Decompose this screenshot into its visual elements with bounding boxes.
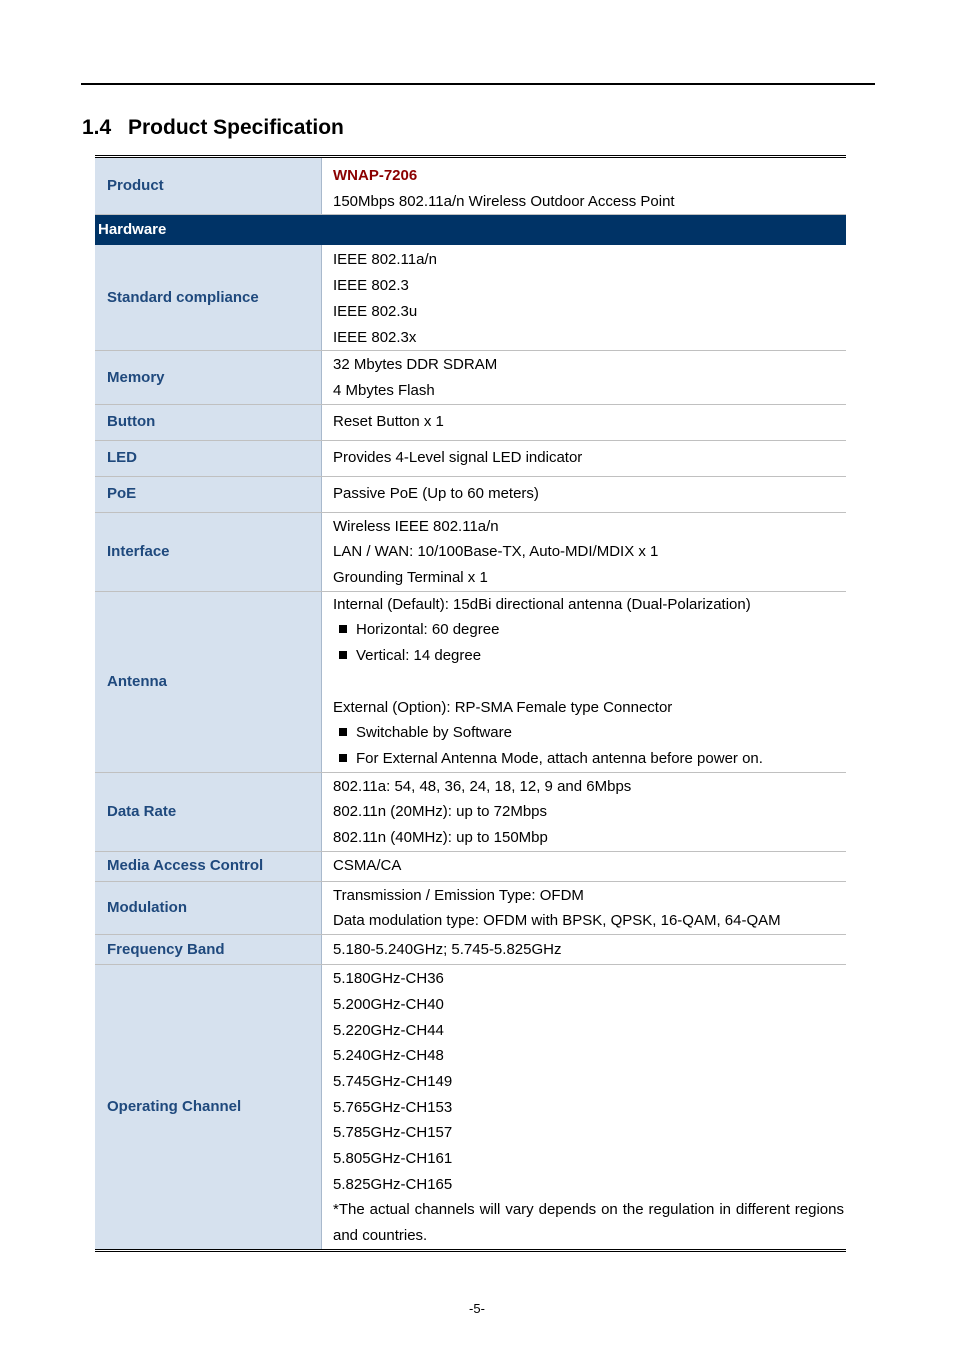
row-label: Media Access Control (95, 851, 322, 881)
value-line: 802.11n (40MHz): up to 150Mbp (333, 829, 548, 847)
table-row-channel (95, 965, 846, 1251)
row-label: Operating Channel (95, 965, 322, 1251)
value-line: 5.825GHz-CH165 (333, 1175, 453, 1193)
row-value (322, 512, 847, 591)
section-title: Product Specification (128, 116, 344, 139)
section-label: Hardware (95, 215, 846, 246)
row-label: Modulation (95, 881, 322, 934)
table-row-poe (95, 476, 846, 512)
value-line: IEEE 802.3 (333, 277, 409, 295)
product-model: WNAP-7206 (333, 167, 418, 184)
value-line: Wireless IEEE 802.11a/n (333, 517, 499, 535)
row-value (322, 965, 847, 1251)
value-line: Data modulation type: OFDM with BPSK, QPSK, 16-QAM, 64-QAM (333, 912, 781, 930)
table-row-led (95, 440, 846, 476)
value-line: Grounding Terminal x 1 (333, 569, 488, 587)
row-value: Passive PoE (Up to 60 meters) (322, 476, 847, 512)
bullet-square-icon (339, 625, 347, 633)
value-line: 5.200GHz-CH40 (333, 995, 444, 1013)
row-value (322, 591, 847, 772)
bullet-square-icon (339, 754, 347, 762)
table-row-antenna (95, 591, 846, 772)
spacer (333, 669, 844, 695)
bullet-text: Horizontal: 60 degree (356, 621, 500, 639)
antenna-internal: Internal (Default): 15dBi directional antenna (Dual-Polarization) (333, 595, 751, 613)
row-value: Reset Button x 1 (322, 404, 847, 440)
header-rule (81, 83, 875, 85)
row-label: PoE (95, 476, 322, 512)
row-label: LED (95, 440, 322, 476)
table-row-frequency (95, 935, 846, 965)
value-line: Transmission / Emission Type: OFDM (333, 886, 584, 904)
section-number: 1.4 (82, 116, 112, 139)
row-value (322, 772, 847, 851)
table-row-button (95, 404, 846, 440)
row-value (322, 245, 847, 350)
value-line: 5.785GHz-CH157 (333, 1124, 453, 1142)
table-row-data-rate (95, 772, 846, 851)
value-line: 5.180GHz-CH36 (333, 970, 444, 988)
row-label: Data Rate (95, 772, 322, 851)
value-line: LAN / WAN: 10/100Base-TX, Auto-MDI/MDIX x 1 (333, 543, 659, 561)
row-label: Interface (95, 512, 322, 591)
page-number: -5- (469, 1301, 485, 1316)
bullet-square-icon (339, 728, 347, 736)
bullet-item (333, 746, 844, 772)
table-row-standard (95, 245, 846, 350)
bullet-item (333, 617, 844, 643)
bullet-text: Switchable by Software (356, 724, 512, 742)
bullet-item (333, 643, 844, 669)
bullet-square-icon (339, 651, 347, 659)
bullet-item (333, 720, 844, 746)
antenna-external: External (Option): RP-SMA Female type Connector (333, 698, 673, 716)
row-label: Antenna (95, 591, 322, 772)
table-row-modulation (95, 881, 846, 934)
row-value (322, 157, 847, 215)
value-line: IEEE 802.3u (333, 302, 418, 320)
bullet-text: For External Antenna Mode, attach antenna before power on. (356, 749, 763, 767)
row-value: Provides 4-Level signal LED indicator (322, 440, 847, 476)
value-line: 4 Mbytes Flash (333, 381, 435, 399)
row-label: Standard compliance (95, 245, 322, 350)
row-label: Button (95, 404, 322, 440)
section-row-hardware (95, 215, 846, 246)
bullet-text: Vertical: 14 degree (356, 647, 482, 665)
table-row-memory (95, 351, 846, 404)
spec-table (95, 155, 846, 1252)
value-line: 802.11a: 54, 48, 36, 24, 18, 12, 9 and 6Mbps (333, 777, 632, 795)
value-line: 5.805GHz-CH161 (333, 1150, 453, 1168)
value-line: 5.765GHz-CH153 (333, 1098, 453, 1116)
channel-note: *The actual channels will vary depends on the regulation in different regions and countries. (333, 1201, 844, 1245)
row-value (322, 881, 847, 934)
value-line: 5.240GHz-CH48 (333, 1047, 444, 1065)
value-line: 32 Mbytes DDR SDRAM (333, 356, 498, 374)
product-description: 150Mbps 802.11a/n Wireless Outdoor Access Point (333, 192, 675, 210)
table-row-interface (95, 512, 846, 591)
row-value: 5.180-5.240GHz; 5.745-5.825GHz (322, 935, 847, 965)
value-line: 802.11n (20MHz): up to 72Mbps (333, 803, 548, 821)
row-value: CSMA/CA (322, 851, 847, 881)
table-row-product (95, 157, 846, 215)
row-label: Memory (95, 351, 322, 404)
row-value (322, 351, 847, 404)
section-heading (82, 116, 344, 140)
row-label: Frequency Band (95, 935, 322, 965)
value-line: 5.745GHz-CH149 (333, 1072, 453, 1090)
value-line: IEEE 802.3x (333, 328, 417, 346)
table-row-mac (95, 851, 846, 881)
row-label: Product (95, 157, 322, 215)
value-line: IEEE 802.11a/n (333, 251, 437, 269)
value-line: 5.220GHz-CH44 (333, 1021, 444, 1039)
